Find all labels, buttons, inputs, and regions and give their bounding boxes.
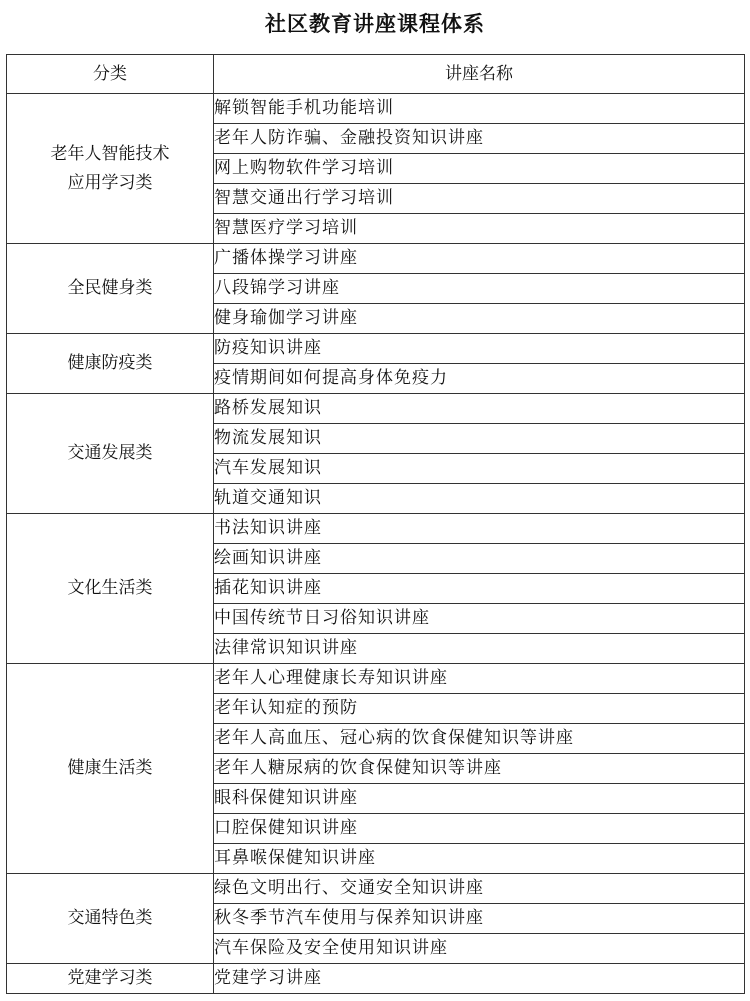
- lecture-cell: 绿色文明出行、交通安全知识讲座: [214, 874, 745, 904]
- lecture-cell: 老年认知症的预防: [214, 694, 745, 724]
- table-row: [7, 664, 745, 694]
- page-title: 社区教育讲座课程体系: [265, 11, 485, 36]
- lecture-cell: 八段锦学习讲座: [214, 274, 745, 304]
- lecture-cell: 法律常识知识讲座: [214, 634, 745, 664]
- category-cell: 交通发展类: [7, 394, 214, 514]
- lecture-cell: 广播体操学习讲座: [214, 244, 745, 274]
- lecture-cell: 老年人糖尿病的饮食保健知识等讲座: [214, 754, 745, 784]
- lecture-cell: 秋冬季节汽车使用与保养知识讲座: [214, 904, 745, 934]
- category-cell: 党建学习类: [7, 964, 214, 994]
- lecture-cell: 路桥发展知识: [214, 394, 745, 424]
- table-row: [7, 964, 745, 994]
- lecture-cell: 汽车保险及安全使用知识讲座: [214, 934, 745, 964]
- lecture-cell: 轨道交通知识: [214, 484, 745, 514]
- lecture-cell: 眼科保健知识讲座: [214, 784, 745, 814]
- lecture-cell: 书法知识讲座: [214, 514, 745, 544]
- lecture-cell: 物流发展知识: [214, 424, 745, 454]
- table-row: [7, 94, 745, 124]
- table-row: [7, 874, 745, 904]
- lecture-cell: 绘画知识讲座: [214, 544, 745, 574]
- lecture-cell: 疫情期间如何提高身体免疫力: [214, 364, 745, 394]
- table-row: [7, 394, 745, 424]
- lecture-cell: 老年人防诈骗、金融投资知识讲座: [214, 124, 745, 154]
- lecture-cell: 健身瑜伽学习讲座: [214, 304, 745, 334]
- table-row: [7, 334, 745, 364]
- lecture-cell: 解锁智能手机功能培训: [214, 94, 745, 124]
- lecture-cell: 口腔保健知识讲座: [214, 814, 745, 844]
- header-category: 分类: [7, 55, 214, 94]
- lecture-cell: 智慧医疗学习培训: [214, 214, 745, 244]
- lecture-cell: 党建学习讲座: [214, 964, 745, 994]
- lecture-cell: 老年人心理健康长寿知识讲座: [214, 664, 745, 694]
- category-cell: 全民健身类: [7, 244, 214, 334]
- table-row: [7, 514, 745, 544]
- lecture-cell: 智慧交通出行学习培训: [214, 184, 745, 214]
- category-cell: 交通特色类: [7, 874, 214, 964]
- category-cell: 老年人智能技术 应用学习类: [7, 94, 214, 244]
- header-lecture-name: 讲座名称: [214, 55, 745, 94]
- lecture-cell: 耳鼻喉保健知识讲座: [214, 844, 745, 874]
- course-table: [6, 54, 745, 994]
- lecture-cell: 老年人高血压、冠心病的饮食保健知识等讲座: [214, 724, 745, 754]
- category-cell: 文化生活类: [7, 514, 214, 664]
- lecture-cell: 防疫知识讲座: [214, 334, 745, 364]
- table-body: [7, 94, 745, 994]
- lecture-cell: 插花知识讲座: [214, 574, 745, 604]
- lecture-cell: 网上购物软件学习培训: [214, 154, 745, 184]
- lecture-cell: 中国传统节日习俗知识讲座: [214, 604, 745, 634]
- lecture-cell: 汽车发展知识: [214, 454, 745, 484]
- table-header-row: [7, 55, 745, 94]
- table-row: [7, 244, 745, 274]
- category-cell: 健康生活类: [7, 664, 214, 874]
- category-cell: 健康防疫类: [7, 334, 214, 394]
